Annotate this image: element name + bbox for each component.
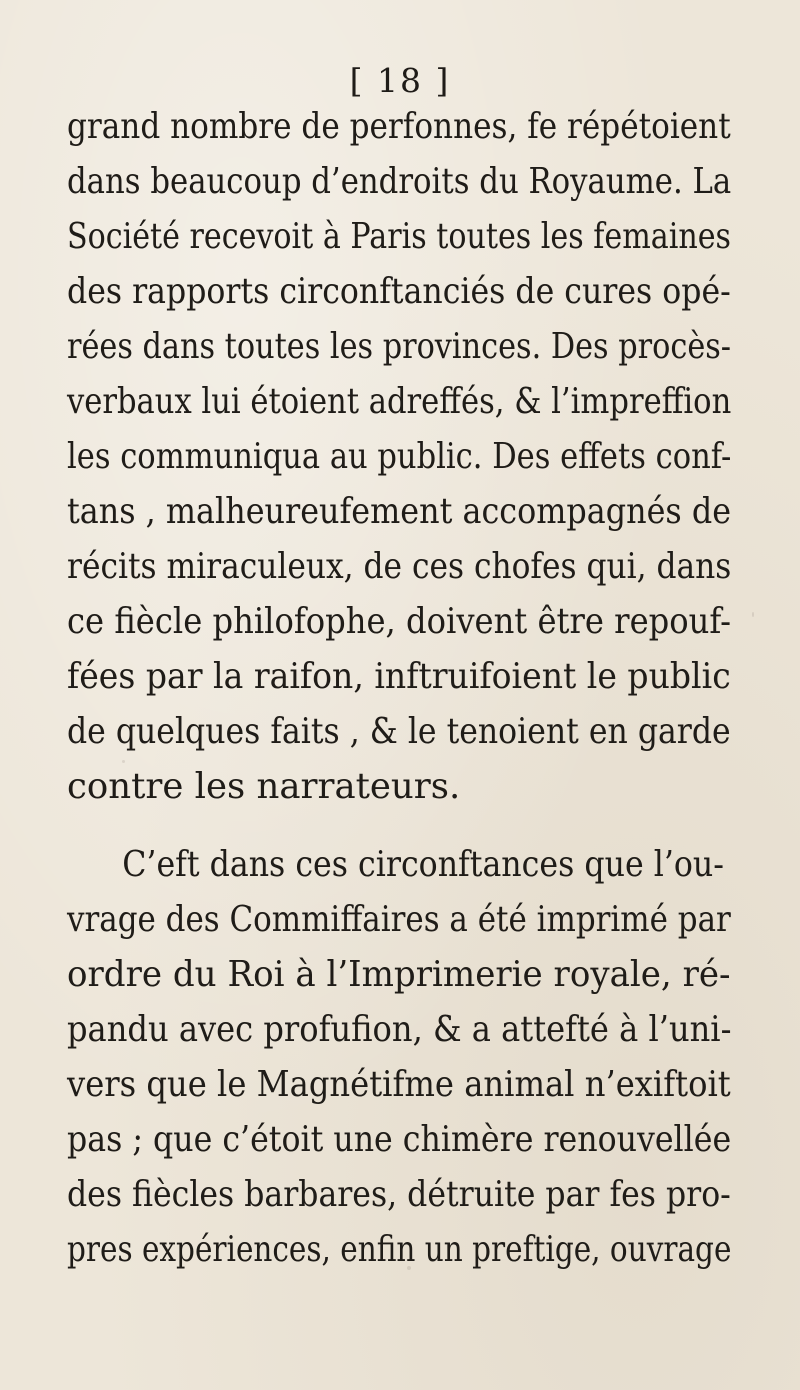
text-line: de quelques faits , & le tenoient en garde — [67, 711, 731, 752]
text-line: récits miraculeux, de ces chofes qui, dans — [67, 546, 732, 587]
text-line: fées par la raifon, inftruifoient le public — [67, 656, 731, 697]
text-line: rées dans toutes les provinces. Des procès- — [67, 326, 732, 367]
text-line: dans beaucoup d’endroits du Royaume. La — [67, 161, 732, 202]
text-line: C’eft dans ces circonftances que l’ou- — [122, 844, 724, 885]
text-line: pres expériences, enfin un preftige, ouvrage — [67, 1229, 732, 1270]
text-line: ordre du Roi à l’Imprimerie royale, ré- — [67, 954, 731, 995]
text-line: Société recevoit à Paris toutes les femaines — [67, 216, 731, 257]
paragraph-1 — [67, 99, 731, 814]
text-line: des fiècles barbares, détruite par fes pro- — [67, 1174, 731, 1215]
text-line: vrage des Commiffaires a été imprimé par — [67, 899, 731, 940]
text-line: des rapports circonftanciés de cures opé- — [67, 271, 731, 312]
paper-speck — [752, 612, 754, 617]
page-number: [ 18 ] — [349, 61, 451, 100]
text-line: vers que le Magnétifme animal n’exiftoit — [67, 1064, 731, 1105]
text-line: pandu avec profufion, & a attefté à l’uni- — [67, 1009, 732, 1050]
text-line: tans , malheureufement accompagnés de — [67, 491, 732, 532]
text-line: contre les narrateurs. — [67, 766, 461, 807]
text-line: grand nombre de perfonnes, fe répétoient — [67, 106, 731, 147]
text-line: pas ; que c’étoit une chimère renouvellée — [67, 1119, 732, 1160]
text-line: ce fiècle philofophe, doivent être repouf- — [67, 601, 732, 642]
text-line: verbaux lui étoient adreffés, & l’impreffion — [67, 381, 732, 422]
text-line: les communiqua au public. Des effets conf- — [67, 436, 732, 477]
paragraph-2 — [67, 837, 731, 1277]
